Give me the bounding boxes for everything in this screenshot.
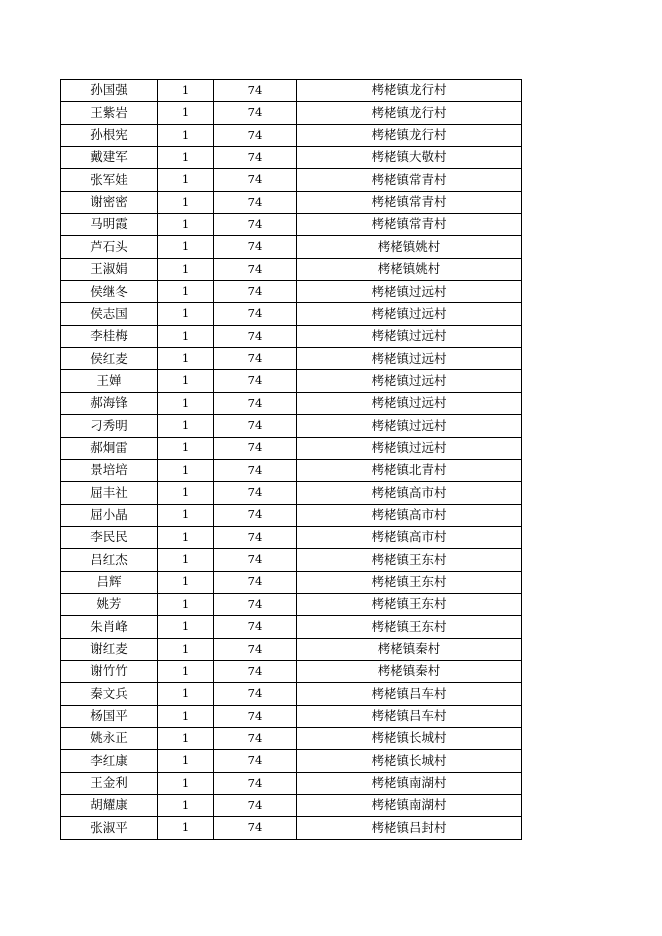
name-cell[interactable]: 侯志国 <box>61 303 158 325</box>
age-cell[interactable]: 74 <box>214 147 297 169</box>
name-cell[interactable]: 胡耀康 <box>61 795 158 817</box>
table-row <box>61 437 522 459</box>
spreadsheet-table <box>60 79 522 840</box>
count-cell[interactable]: 1 <box>158 795 214 817</box>
count-cell[interactable]: 1 <box>158 214 214 236</box>
table-row <box>61 772 522 794</box>
name-cell[interactable]: 张淑平 <box>61 817 158 839</box>
table-body <box>61 80 522 840</box>
address-cell[interactable]: 栲栳镇过远村 <box>297 281 522 303</box>
table-row <box>61 370 522 392</box>
age-cell[interactable]: 74 <box>214 772 297 794</box>
table-row <box>61 795 522 817</box>
table-row <box>61 236 522 258</box>
address-cell[interactable]: 栲栳镇过远村 <box>297 415 522 437</box>
age-cell[interactable]: 74 <box>214 571 297 593</box>
age-cell[interactable]: 74 <box>214 638 297 660</box>
table-row <box>61 817 522 839</box>
table-row <box>61 571 522 593</box>
address-cell[interactable]: 栲栳镇高市村 <box>297 504 522 526</box>
name-cell[interactable]: 吕辉 <box>61 571 158 593</box>
age-cell[interactable]: 74 <box>214 348 297 370</box>
address-cell[interactable]: 栲栳镇王东村 <box>297 571 522 593</box>
age-cell[interactable]: 74 <box>214 437 297 459</box>
name-cell[interactable]: 屈丰社 <box>61 482 158 504</box>
name-cell[interactable]: 王淑娟 <box>61 258 158 280</box>
address-cell[interactable]: 栲栳镇北青村 <box>297 459 522 481</box>
name-cell[interactable]: 郝炯雷 <box>61 437 158 459</box>
count-cell[interactable]: 1 <box>158 102 214 124</box>
count-cell[interactable]: 1 <box>158 236 214 258</box>
age-cell[interactable]: 74 <box>214 616 297 638</box>
address-cell[interactable]: 栲栳镇长城村 <box>297 727 522 749</box>
table-row <box>61 593 522 615</box>
table-row <box>61 660 522 682</box>
name-cell[interactable]: 李桂梅 <box>61 325 158 347</box>
table-row <box>61 258 522 280</box>
age-cell[interactable]: 74 <box>214 102 297 124</box>
address-cell[interactable]: 栲栳镇姚村 <box>297 258 522 280</box>
count-cell[interactable]: 1 <box>158 571 214 593</box>
address-cell[interactable]: 栲栳镇过远村 <box>297 348 522 370</box>
table-row <box>61 482 522 504</box>
age-cell[interactable]: 74 <box>214 705 297 727</box>
table-row <box>61 214 522 236</box>
address-cell[interactable]: 栲栳镇秦村 <box>297 660 522 682</box>
age-cell[interactable]: 74 <box>214 325 297 347</box>
name-cell[interactable]: 王紫岩 <box>61 102 158 124</box>
address-cell[interactable]: 栲栳镇过远村 <box>297 437 522 459</box>
name-cell[interactable]: 姚永正 <box>61 727 158 749</box>
count-cell[interactable]: 1 <box>158 124 214 146</box>
address-cell[interactable]: 栲栳镇王东村 <box>297 549 522 571</box>
age-cell[interactable]: 74 <box>214 504 297 526</box>
count-cell[interactable]: 1 <box>158 191 214 213</box>
address-cell[interactable]: 栲栳镇南湖村 <box>297 795 522 817</box>
table-row <box>61 549 522 571</box>
address-cell[interactable]: 栲栳镇王东村 <box>297 616 522 638</box>
address-cell[interactable]: 栲栳镇吕车村 <box>297 683 522 705</box>
table-row <box>61 415 522 437</box>
count-cell[interactable]: 1 <box>158 504 214 526</box>
count-cell[interactable]: 1 <box>158 325 214 347</box>
name-cell[interactable]: 谢竹竹 <box>61 660 158 682</box>
age-cell[interactable]: 74 <box>214 392 297 414</box>
name-cell[interactable]: 孙国强 <box>61 80 158 102</box>
name-cell[interactable]: 李红康 <box>61 750 158 772</box>
address-cell[interactable]: 栲栳镇过远村 <box>297 392 522 414</box>
count-cell[interactable]: 1 <box>158 459 214 481</box>
count-cell[interactable]: 1 <box>158 683 214 705</box>
count-cell[interactable]: 1 <box>158 348 214 370</box>
age-cell[interactable]: 74 <box>214 281 297 303</box>
table-row <box>61 392 522 414</box>
count-cell[interactable]: 1 <box>158 392 214 414</box>
name-cell[interactable]: 王婵 <box>61 370 158 392</box>
count-cell[interactable]: 1 <box>158 303 214 325</box>
address-cell[interactable]: 栲栳镇龙行村 <box>297 124 522 146</box>
name-cell[interactable]: 姚芳 <box>61 593 158 615</box>
name-cell[interactable]: 王金利 <box>61 772 158 794</box>
count-cell[interactable]: 1 <box>158 169 214 191</box>
address-cell[interactable]: 栲栳镇过远村 <box>297 303 522 325</box>
address-cell[interactable]: 栲栳镇姚村 <box>297 236 522 258</box>
count-cell[interactable]: 1 <box>158 526 214 548</box>
count-cell[interactable]: 1 <box>158 705 214 727</box>
count-cell[interactable]: 1 <box>158 638 214 660</box>
table-row <box>61 124 522 146</box>
address-cell[interactable]: 栲栳镇吕封村 <box>297 817 522 839</box>
address-cell[interactable]: 栲栳镇常青村 <box>297 191 522 213</box>
table-row <box>61 348 522 370</box>
count-cell[interactable]: 1 <box>158 616 214 638</box>
table-row <box>61 80 522 102</box>
name-cell[interactable]: 戴建军 <box>61 147 158 169</box>
count-cell[interactable]: 1 <box>158 482 214 504</box>
name-cell[interactable]: 芦石头 <box>61 236 158 258</box>
name-cell[interactable]: 马明霞 <box>61 214 158 236</box>
name-cell[interactable]: 侯继冬 <box>61 281 158 303</box>
age-cell[interactable]: 74 <box>214 214 297 236</box>
name-cell[interactable]: 郝海锋 <box>61 392 158 414</box>
age-cell[interactable]: 74 <box>214 80 297 102</box>
table-row <box>61 616 522 638</box>
name-cell[interactable]: 谢密密 <box>61 191 158 213</box>
count-cell[interactable]: 1 <box>158 281 214 303</box>
count-cell[interactable]: 1 <box>158 258 214 280</box>
age-cell[interactable]: 74 <box>214 236 297 258</box>
address-cell[interactable]: 栲栳镇过远村 <box>297 370 522 392</box>
age-cell[interactable]: 74 <box>214 459 297 481</box>
name-cell[interactable]: 杨国平 <box>61 705 158 727</box>
address-cell[interactable]: 栲栳镇长城村 <box>297 750 522 772</box>
name-cell[interactable]: 秦文兵 <box>61 683 158 705</box>
age-cell[interactable]: 74 <box>214 727 297 749</box>
table-row <box>61 147 522 169</box>
count-cell[interactable]: 1 <box>158 593 214 615</box>
name-cell[interactable]: 张军娃 <box>61 169 158 191</box>
table-row <box>61 683 522 705</box>
table-row <box>61 705 522 727</box>
name-cell[interactable]: 孙根宪 <box>61 124 158 146</box>
age-cell[interactable]: 74 <box>214 482 297 504</box>
address-cell[interactable]: 栲栳镇吕车村 <box>297 705 522 727</box>
table-row <box>61 281 522 303</box>
table-row <box>61 750 522 772</box>
address-cell[interactable]: 栲栳镇高市村 <box>297 526 522 548</box>
address-cell[interactable]: 栲栳镇常青村 <box>297 169 522 191</box>
table-row <box>61 191 522 213</box>
count-cell[interactable]: 1 <box>158 80 214 102</box>
table-row <box>61 526 522 548</box>
address-cell[interactable]: 栲栳镇龙行村 <box>297 80 522 102</box>
name-cell[interactable]: 刁秀明 <box>61 415 158 437</box>
address-cell[interactable]: 栲栳镇常青村 <box>297 214 522 236</box>
count-cell[interactable]: 1 <box>158 415 214 437</box>
name-cell[interactable]: 屈小晶 <box>61 504 158 526</box>
address-cell[interactable]: 栲栳镇高市村 <box>297 482 522 504</box>
name-cell[interactable]: 李民民 <box>61 526 158 548</box>
table-row <box>61 102 522 124</box>
age-cell[interactable]: 74 <box>214 549 297 571</box>
age-cell[interactable]: 74 <box>214 370 297 392</box>
count-cell[interactable]: 1 <box>158 817 214 839</box>
name-cell[interactable]: 谢红麦 <box>61 638 158 660</box>
table-row <box>61 638 522 660</box>
address-cell[interactable]: 栲栳镇过远村 <box>297 325 522 347</box>
address-cell[interactable]: 栲栳镇南湖村 <box>297 772 522 794</box>
name-cell[interactable]: 景培培 <box>61 459 158 481</box>
age-cell[interactable]: 74 <box>214 660 297 682</box>
name-cell[interactable]: 吕红杰 <box>61 549 158 571</box>
address-cell[interactable]: 栲栳镇秦村 <box>297 638 522 660</box>
table-row <box>61 169 522 191</box>
age-cell[interactable]: 74 <box>214 191 297 213</box>
count-cell[interactable]: 1 <box>158 147 214 169</box>
count-cell[interactable]: 1 <box>158 772 214 794</box>
count-cell[interactable]: 1 <box>158 660 214 682</box>
address-cell[interactable]: 栲栳镇大敬村 <box>297 147 522 169</box>
table-row <box>61 504 522 526</box>
age-cell[interactable]: 74 <box>214 258 297 280</box>
address-cell[interactable]: 栲栳镇龙行村 <box>297 102 522 124</box>
age-cell[interactable]: 74 <box>214 750 297 772</box>
age-cell[interactable]: 74 <box>214 526 297 548</box>
count-cell[interactable]: 1 <box>158 370 214 392</box>
table-row <box>61 727 522 749</box>
count-cell[interactable]: 1 <box>158 750 214 772</box>
name-cell[interactable]: 侯红麦 <box>61 348 158 370</box>
age-cell[interactable]: 74 <box>214 683 297 705</box>
count-cell[interactable]: 1 <box>158 437 214 459</box>
age-cell[interactable]: 74 <box>214 795 297 817</box>
age-cell[interactable]: 74 <box>214 169 297 191</box>
table-row <box>61 459 522 481</box>
age-cell[interactable]: 74 <box>214 303 297 325</box>
age-cell[interactable]: 74 <box>214 593 297 615</box>
count-cell[interactable]: 1 <box>158 549 214 571</box>
age-cell[interactable]: 74 <box>214 415 297 437</box>
address-cell[interactable]: 栲栳镇王东村 <box>297 593 522 615</box>
table-row <box>61 303 522 325</box>
name-cell[interactable]: 朱肖峰 <box>61 616 158 638</box>
age-cell[interactable]: 74 <box>214 124 297 146</box>
age-cell[interactable]: 74 <box>214 817 297 839</box>
count-cell[interactable]: 1 <box>158 727 214 749</box>
table-row <box>61 325 522 347</box>
